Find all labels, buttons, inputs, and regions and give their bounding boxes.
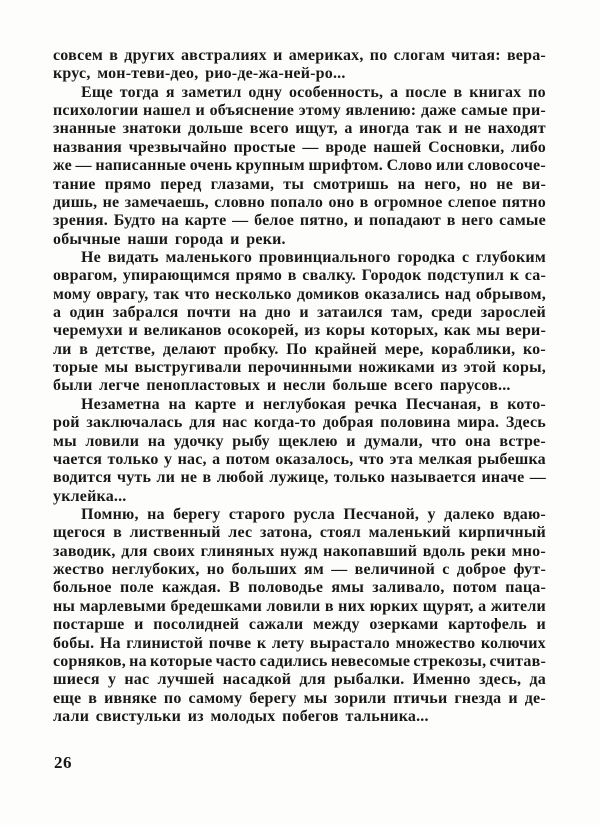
- text-line: Еще тогда я заметил одну особенность, а после в книгах по: [81, 83, 546, 101]
- text-line: лали свистульки из молодых побегов тальника...: [53, 707, 429, 725]
- text-line: ны марлевыми бредешками ловили в них юрких щурят, а жители: [53, 597, 546, 615]
- text-line: оврагом, упирающимся прямо в свалку. Городок подступил к са-: [53, 267, 546, 285]
- text-line: психологии нашел и объяснение этому явлению: даже самые при-: [53, 102, 546, 120]
- text-line: а один забрался почти на дно и затаился там, среди зарослей: [53, 304, 546, 322]
- text-line: знанные знатоки дольше всего ищут, а иногда так и не находят: [53, 120, 546, 138]
- text-line: постарше и посолидней сажали между озерками картофель и: [53, 616, 546, 634]
- text-line: тание прямо перед глазами, ты смотришь на него, но не ви-: [53, 175, 546, 193]
- text-line: Не видать маленького провинциального городка с глубоким: [81, 248, 546, 266]
- text-line: обычные наши города и реки.: [53, 230, 286, 248]
- text-line: уклейка...: [53, 487, 127, 505]
- text-line: же — написанные очень крупным шрифтом. Слово или словосоче-: [53, 157, 546, 175]
- text-line: зрения. Будто на карте — белое пятно, и попадают в него самые: [53, 212, 546, 230]
- text-line: щегося в лиственный лес затона, стоял маленький кирпичный: [53, 524, 546, 542]
- text-line: черемухи и великанов осокорей, из коры которых, как мы вери-: [53, 322, 546, 340]
- page-text: [53, 47, 546, 726]
- text-line: заводик, для своих глиняных нужд накопавший вдоль реки мно-: [53, 542, 546, 560]
- text-line: были легче пенопластовых и несли больше всего парусов...: [53, 377, 511, 395]
- text-line: мому оврагу, так что несколько домиков оказались над обрывом,: [53, 285, 546, 303]
- text-line: больное поле каждая. В половодье ямы заливало, потом паца-: [53, 579, 546, 597]
- text-line: ли в детстве, делают пробку. По крайней мере, кораблики, ко-: [53, 340, 546, 358]
- text-line: дишь, не замечаешь, словно попало оно в огромное слепое пятно: [53, 193, 546, 211]
- text-line: торые мы выстругивали перочинными ножиками из этой коры,: [53, 359, 546, 377]
- text-line: водится чуть ли не в любой лужице, только называется иначе —: [53, 469, 546, 487]
- text-line: шиеся у нас лучшей насадкой для рыбалки. Именно здесь, да: [53, 671, 546, 689]
- text-line: рой заключалась для нас когда-то добрая половина мира. Здесь: [53, 414, 546, 432]
- text-line: Незаметна на карте и неглубокая речка Песчаная, в кото-: [81, 395, 546, 413]
- page-number: 26: [54, 753, 72, 772]
- text-line: мы ловили на удочку рыбу щеклею и думали, что она встре-: [53, 432, 546, 450]
- text-line: Помню, на берегу старого русла Песчаной, у далеко вдаю-: [81, 505, 546, 523]
- text-line: чается только у нас, а потом оказалось, что эта мелкая рыбешка: [53, 450, 546, 468]
- text-line: названия чрезвычайно простые — вроде нашей Сосновки, либо: [53, 138, 546, 156]
- text-line: бобы. На глинистой почве к лету вырастало множество колючих: [53, 634, 546, 652]
- text-line: жество неглубоких, но больших ям — величиной с доброе фут-: [53, 561, 546, 579]
- text-line: сорняков, на которые часто садились невесомые стрекозы, считав-: [53, 652, 546, 670]
- text-line: совсем в других австралиях и америках, по слогам читая: вера-: [53, 47, 546, 64]
- text-line: еще в ивняке по самому берегу мы зорили птичьи гнезда и де-: [53, 689, 546, 707]
- text-line: крус, мон-теви-део, рио-де-жа-ней-ро...: [53, 65, 346, 83]
